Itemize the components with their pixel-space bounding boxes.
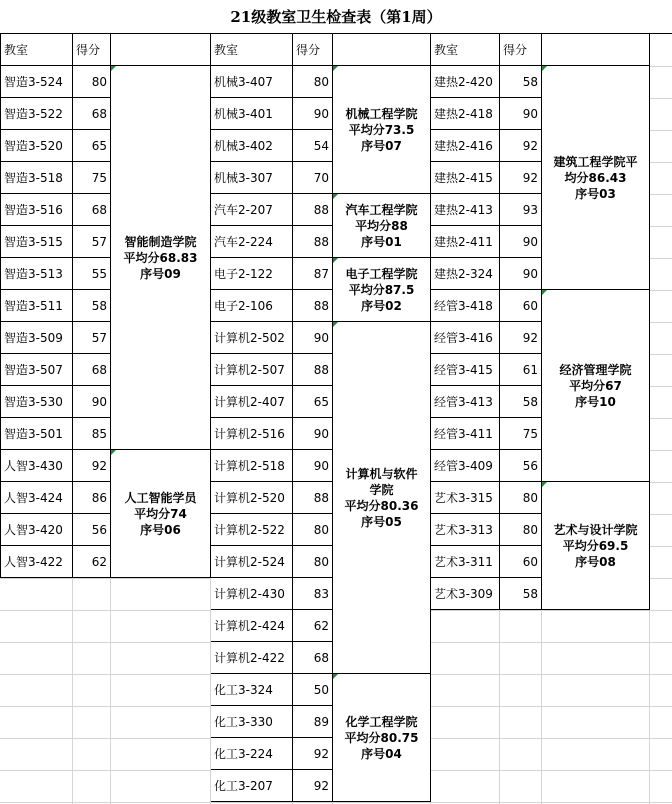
- college-summary-cell[interactable]: 化学工程学院 平均分80.75 序号04: [333, 674, 431, 802]
- score-cell[interactable]: 80: [500, 514, 542, 546]
- classroom-cell[interactable]: 电子2-122: [211, 258, 293, 290]
- classroom-cell[interactable]: 智造3-520: [0, 130, 73, 162]
- college-summary-cell[interactable]: 经济管理学院 平均分67 序号10: [542, 290, 650, 482]
- header-score: 得分: [73, 34, 111, 66]
- score-cell[interactable]: 75: [73, 162, 111, 194]
- classroom-cell[interactable]: 计算机2-422: [211, 642, 293, 674]
- classroom-cell[interactable]: 建热2-324: [431, 258, 500, 290]
- classroom-cell[interactable]: 机械3-407: [211, 66, 293, 98]
- classroom-cell[interactable]: 建热2-411: [431, 226, 500, 258]
- classroom-cell[interactable]: 计算机2-518: [211, 450, 293, 482]
- score-cell[interactable]: 60: [500, 546, 542, 578]
- classroom-cell[interactable]: 建热2-420: [431, 66, 500, 98]
- score-cell[interactable]: 90: [500, 226, 542, 258]
- score-cell[interactable]: 60: [500, 290, 542, 322]
- score-cell[interactable]: 80: [293, 514, 333, 546]
- classroom-cell[interactable]: 计算机2-507: [211, 354, 293, 386]
- comment-marker-icon: [333, 66, 338, 71]
- score-cell[interactable]: 83: [293, 578, 333, 610]
- classroom-cell[interactable]: 化工3-207: [211, 770, 293, 802]
- header-college: [542, 34, 650, 66]
- score-cell[interactable]: 92: [500, 322, 542, 354]
- score-cell[interactable]: 92: [293, 738, 333, 770]
- classroom-cell[interactable]: 建热2-413: [431, 194, 500, 226]
- header-room: 教室: [0, 34, 73, 66]
- score-cell[interactable]: 86: [73, 482, 111, 514]
- classroom-cell[interactable]: 人智3-422: [0, 546, 73, 578]
- score-cell[interactable]: 55: [73, 258, 111, 290]
- classroom-cell[interactable]: 智造3-524: [0, 66, 73, 98]
- score-cell[interactable]: 68: [73, 354, 111, 386]
- classroom-cell[interactable]: 智造3-509: [0, 322, 73, 354]
- college-summary-cell[interactable]: 人工智能学员 平均分74 序号06: [111, 450, 211, 578]
- classroom-cell[interactable]: 建热2-415: [431, 162, 500, 194]
- classroom-cell[interactable]: 艺术3-309: [431, 578, 500, 610]
- classroom-cell[interactable]: 人智3-424: [0, 482, 73, 514]
- classroom-cell[interactable]: 计算机2-430: [211, 578, 293, 610]
- classroom-cell[interactable]: 智造3-501: [0, 418, 73, 450]
- header-room: 教室: [431, 34, 500, 66]
- comment-marker-icon: [542, 290, 547, 295]
- classroom-cell[interactable]: 艺术3-311: [431, 546, 500, 578]
- classroom-cell[interactable]: 计算机2-516: [211, 418, 293, 450]
- header-college: [333, 34, 431, 66]
- header-room: 教室: [211, 34, 293, 66]
- score-cell[interactable]: 58: [73, 290, 111, 322]
- comment-marker-icon: [333, 674, 338, 679]
- header-college: [111, 34, 211, 66]
- comment-marker-icon: [333, 258, 338, 263]
- classroom-cell[interactable]: 智造3-507: [0, 354, 73, 386]
- comment-marker-icon: [333, 194, 338, 199]
- score-cell[interactable]: 88: [293, 290, 333, 322]
- classroom-cell[interactable]: 汽车2-207: [211, 194, 293, 226]
- classroom-cell[interactable]: 经管3-418: [431, 290, 500, 322]
- classroom-cell[interactable]: 机械3-307: [211, 162, 293, 194]
- score-cell[interactable]: 68: [73, 98, 111, 130]
- classroom-cell[interactable]: 计算机2-424: [211, 610, 293, 642]
- score-cell[interactable]: 90: [293, 418, 333, 450]
- classroom-cell[interactable]: 智造3-513: [0, 258, 73, 290]
- score-cell[interactable]: 75: [500, 418, 542, 450]
- score-cell[interactable]: 89: [293, 706, 333, 738]
- score-cell[interactable]: 90: [500, 98, 542, 130]
- classroom-cell[interactable]: 经管3-411: [431, 418, 500, 450]
- score-cell[interactable]: 92: [500, 130, 542, 162]
- score-cell[interactable]: 57: [73, 322, 111, 354]
- score-cell[interactable]: 65: [73, 130, 111, 162]
- score-cell[interactable]: 92: [500, 162, 542, 194]
- college-summary-cell[interactable]: 电子工程学院 平均分87.5 序号02: [333, 258, 431, 322]
- score-cell[interactable]: 58: [500, 66, 542, 98]
- score-cell[interactable]: 80: [293, 546, 333, 578]
- comment-marker-icon: [542, 482, 547, 487]
- gridline: [0, 802, 672, 803]
- classroom-cell[interactable]: 人智3-430: [0, 450, 73, 482]
- classroom-cell[interactable]: 建热2-416: [431, 130, 500, 162]
- classroom-cell[interactable]: 智造3-515: [0, 226, 73, 258]
- score-cell[interactable]: 88: [293, 354, 333, 386]
- score-cell[interactable]: 50: [293, 674, 333, 706]
- score-cell[interactable]: 61: [500, 354, 542, 386]
- classroom-cell[interactable]: 计算机2-502: [211, 322, 293, 354]
- score-cell[interactable]: 90: [293, 322, 333, 354]
- sheet-title: 21级教室卫生检查表（第1周）: [0, 0, 672, 34]
- score-cell[interactable]: 87: [293, 258, 333, 290]
- score-cell[interactable]: 68: [293, 642, 333, 674]
- score-cell[interactable]: 85: [73, 418, 111, 450]
- comment-marker-icon: [111, 450, 116, 455]
- score-cell[interactable]: 62: [293, 610, 333, 642]
- score-cell[interactable]: 90: [293, 450, 333, 482]
- comment-marker-icon: [333, 322, 338, 327]
- score-cell[interactable]: 57: [73, 226, 111, 258]
- classroom-cell[interactable]: 建热2-418: [431, 98, 500, 130]
- score-cell[interactable]: 80: [293, 66, 333, 98]
- score-cell[interactable]: 80: [73, 66, 111, 98]
- college-summary-cell[interactable]: 计算机与软件 学院 平均分80.36 序号05: [333, 322, 431, 674]
- score-cell[interactable]: 80: [500, 482, 542, 514]
- college-summary-cell[interactable]: 艺术与设计学院 平均分69.5 序号08: [542, 482, 650, 610]
- classroom-cell[interactable]: 艺术3-315: [431, 482, 500, 514]
- classroom-cell[interactable]: 汽车2-224: [211, 226, 293, 258]
- college-summary-cell[interactable]: 建筑工程学院平 均分86.43 序号03: [542, 66, 650, 290]
- score-cell[interactable]: 90: [500, 258, 542, 290]
- score-cell[interactable]: 58: [500, 578, 542, 610]
- classroom-cell[interactable]: 机械3-402: [211, 130, 293, 162]
- header-score: 得分: [293, 34, 333, 66]
- college-summary-cell[interactable]: 智能制造学院 平均分68.83 序号09: [111, 66, 211, 450]
- classroom-cell[interactable]: 计算机2-522: [211, 514, 293, 546]
- comment-marker-icon: [111, 66, 116, 71]
- classroom-cell[interactable]: 智造3-518: [0, 162, 73, 194]
- classroom-cell[interactable]: 经管3-415: [431, 354, 500, 386]
- college-summary-cell[interactable]: 汽车工程学院 平均分88 序号01: [333, 194, 431, 258]
- classroom-cell[interactable]: 智造3-530: [0, 386, 73, 418]
- score-cell[interactable]: 90: [73, 386, 111, 418]
- comment-marker-icon: [542, 66, 547, 71]
- score-cell[interactable]: 56: [73, 514, 111, 546]
- classroom-cell[interactable]: 人智3-420: [0, 514, 73, 546]
- classroom-cell[interactable]: 计算机2-407: [211, 386, 293, 418]
- score-cell[interactable]: 93: [500, 194, 542, 226]
- classroom-cell[interactable]: 智造3-511: [0, 290, 73, 322]
- score-cell[interactable]: 58: [500, 386, 542, 418]
- score-cell[interactable]: 56: [500, 450, 542, 482]
- score-cell[interactable]: 88: [293, 482, 333, 514]
- score-cell[interactable]: 88: [293, 226, 333, 258]
- classroom-cell[interactable]: 化工3-324: [211, 674, 293, 706]
- score-cell[interactable]: 88: [293, 194, 333, 226]
- classroom-cell[interactable]: 经管3-413: [431, 386, 500, 418]
- college-summary-cell[interactable]: 机械工程学院 平均分73.5 序号07: [333, 66, 431, 194]
- score-cell[interactable]: 92: [293, 770, 333, 802]
- score-cell[interactable]: 92: [73, 450, 111, 482]
- classroom-cell[interactable]: 智造3-516: [0, 194, 73, 226]
- score-cell[interactable]: 90: [293, 98, 333, 130]
- score-cell[interactable]: 54: [293, 130, 333, 162]
- header-score: 得分: [500, 34, 542, 66]
- classroom-cell[interactable]: 计算机2-524: [211, 546, 293, 578]
- classroom-cell[interactable]: 计算机2-520: [211, 482, 293, 514]
- classroom-cell[interactable]: 化工3-224: [211, 738, 293, 770]
- classroom-cell[interactable]: 智造3-522: [0, 98, 73, 130]
- score-cell[interactable]: 65: [293, 386, 333, 418]
- score-cell[interactable]: 68: [73, 194, 111, 226]
- score-cell[interactable]: 70: [293, 162, 333, 194]
- classroom-cell[interactable]: 经管3-409: [431, 450, 500, 482]
- classroom-cell[interactable]: 电子2-106: [211, 290, 293, 322]
- classroom-cell[interactable]: 艺术3-313: [431, 514, 500, 546]
- classroom-cell[interactable]: 化工3-330: [211, 706, 293, 738]
- score-cell[interactable]: 62: [73, 546, 111, 578]
- classroom-cell[interactable]: 机械3-401: [211, 98, 293, 130]
- classroom-cell[interactable]: 经管3-416: [431, 322, 500, 354]
